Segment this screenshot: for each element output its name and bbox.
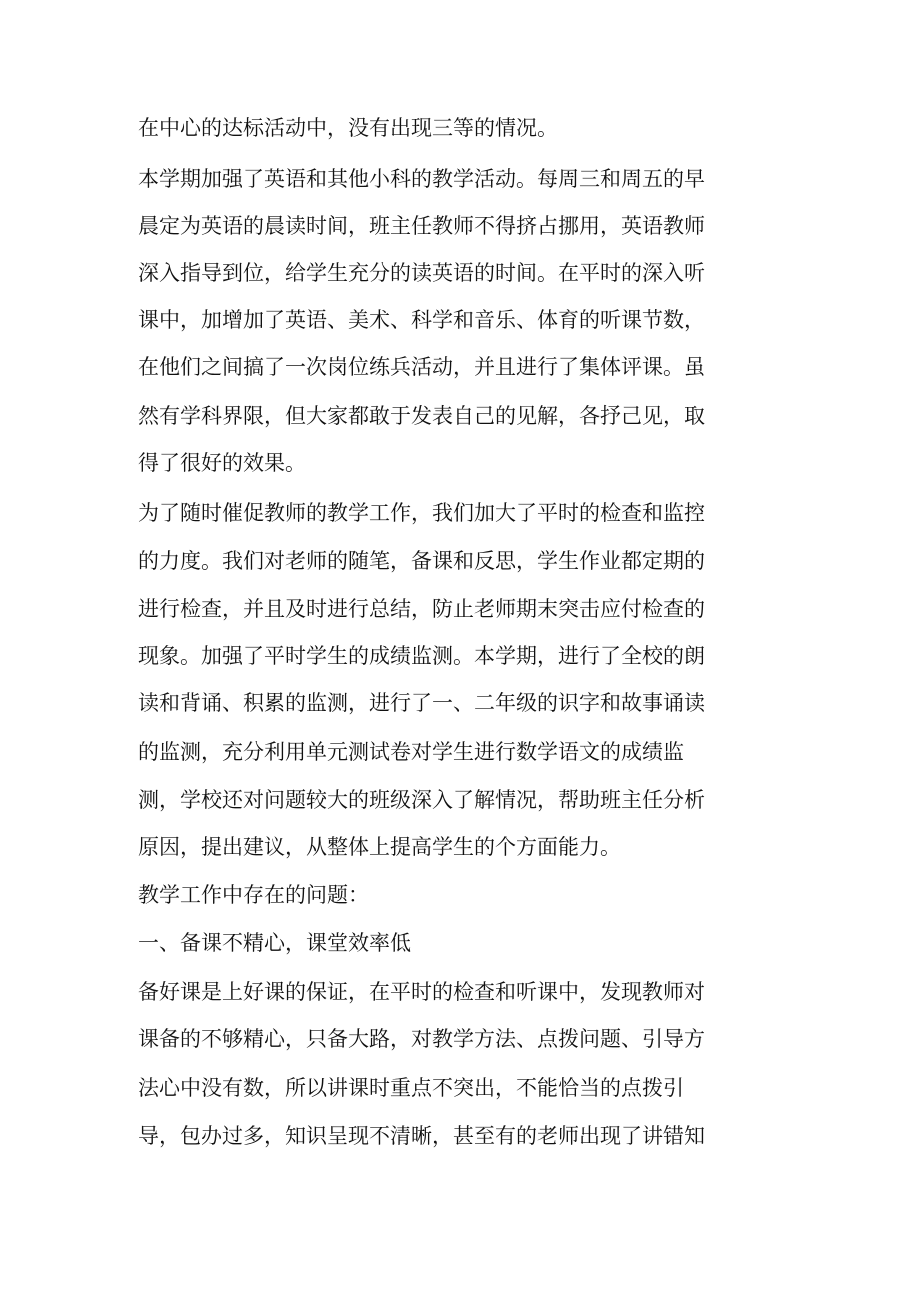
text-line: 测，学校还对问题较大的班级深入了解情况，帮助班主任分析 — [138, 788, 705, 812]
text-line: 法心中没有数，所以讲课时重点不突出，不能恰当的点拨引 — [138, 1076, 684, 1100]
paragraph-first-line: 为了随时催促教师的教学工作，我们加大了平时的检查和监控 — [138, 501, 705, 525]
section-heading: 教学工作中存在的问题： — [138, 883, 369, 907]
text-line: 得了很好的效果。 — [138, 451, 306, 475]
text-line: 课备的不够精心，只备大路，对教学方法、点拨问题、引导方 — [138, 1027, 705, 1051]
paragraph-first-line: 本学期加强了英语和其他小科的教学活动。每周三和周五的早 — [138, 167, 705, 191]
paragraph-first-line: 备好课是上好课的保证，在平时的检查和听课中，发现教师对 — [138, 980, 705, 1004]
text-line: 然有学科界限，但大家都敢于发表自己的见解，各抒己见，取 — [138, 404, 705, 428]
text-line: 原因，提出建议，从整体上提高学生的个方面能力。 — [138, 835, 621, 859]
text-line: 在中心的达标活动中，没有出现三等的情况。 — [138, 116, 558, 140]
text-line: 的力度。我们对老师的随笔，备课和反思，学生作业都定期的 — [138, 549, 705, 573]
text-line: 深入指导到位，给学生充分的读英语的时间。在平时的深入听 — [138, 261, 705, 285]
text-line: 进行检查，并且及时进行总结，防止老师期末突击应付检查的 — [138, 597, 705, 621]
text-line: 的监测，充分利用单元测试卷对学生进行数学语文的成绩监 — [138, 740, 684, 764]
text-line: 在他们之间搞了一次岗位练兵活动，并且进行了集体评课。虽 — [138, 355, 705, 379]
text-line: 现象。加强了平时学生的成绩监测。本学期，进行了全校的朗 — [138, 644, 705, 668]
subsection-heading: 一、备课不精心，课堂效率低 — [138, 931, 411, 955]
text-line: 晨定为英语的晨读时间，班主任教师不得挤占挪用，英语教师 — [138, 214, 705, 238]
text-line: 课中，加增加了英语、美术、科学和音乐、体育的听课节数， — [138, 308, 705, 332]
text-line: 导，包办过多，知识呈现不清晰，甚至有的老师出现了讲错知 — [138, 1124, 705, 1148]
text-line: 读和背诵、积累的监测，进行了一、二年级的识字和故事诵读 — [138, 691, 705, 715]
